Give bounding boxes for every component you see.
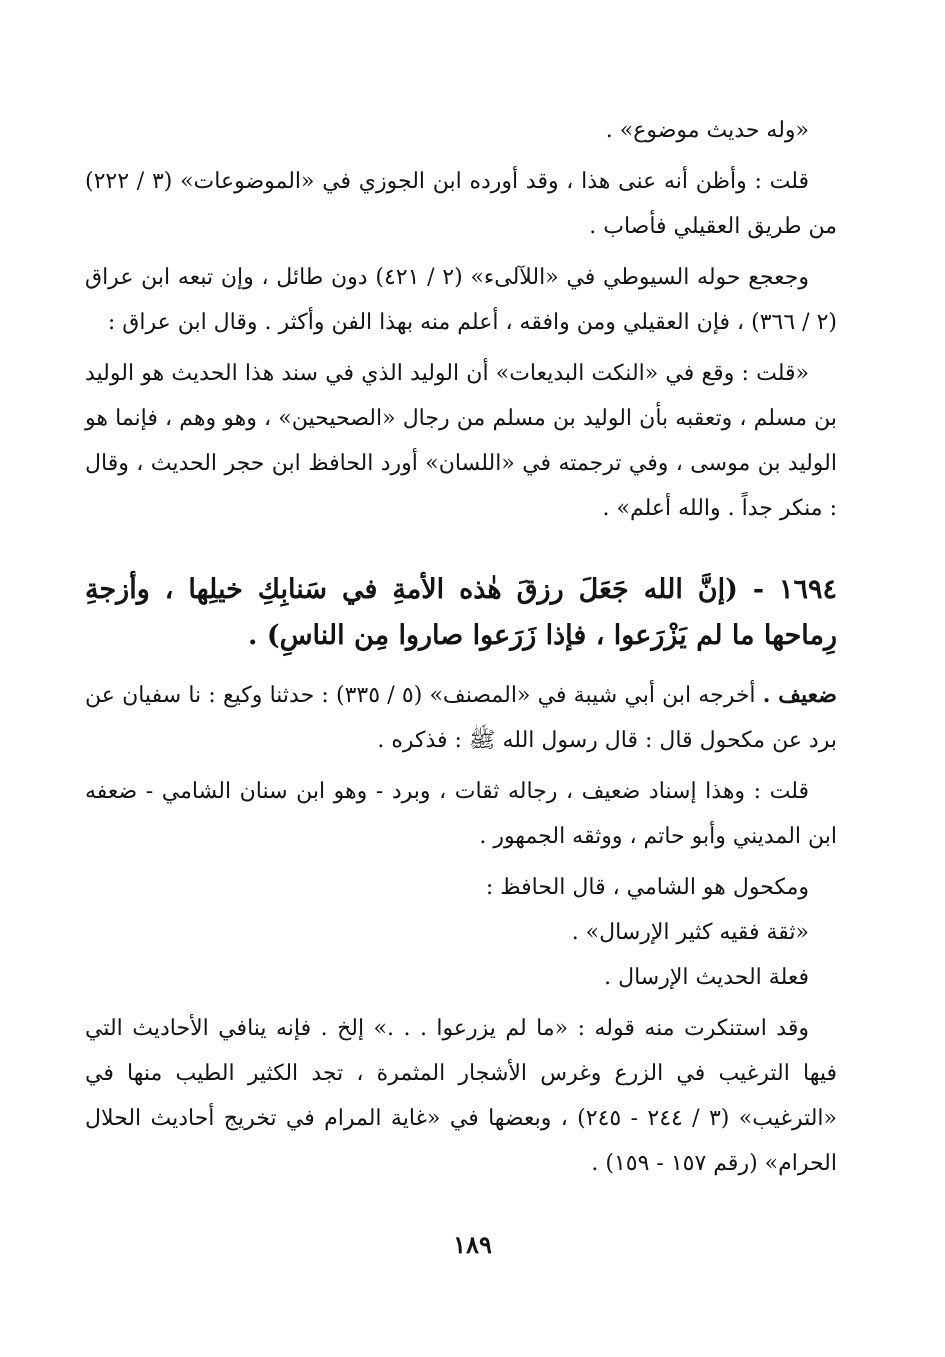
paragraph-ibn-araq-quote: «قلت : وقع في «النكت البديعات» أن الوليد الذي في سند هذا الحديث هو الوليد بن مسلم ، وتعقبه بأن الوليد بن مسلم من رجال «الصحيحين» ، وهو وهم ، فإنما هو الوليد بن موسى ، وفي ترجمته في «اللسان» أورد الحافظ ابن حجر الحديث ، وقال : منكر جداً . والله أعلم» . <box>85 361 837 521</box>
paragraph-quote-fabricated: «وله حديث موضوع» . <box>605 118 809 143</box>
paragraph-makhul: ومكحول هو الشامي ، قال الحافظ : <box>485 875 809 900</box>
paragraph-takhrij <box>85 673 837 763</box>
paragraph-ibn-jawzi: قلت : وأظن أنه عنى هذا ، وقد أورده ابن الجوزي في «الموضوعات» (٣ / ٢٢٢) من طريق العقيلي فأصاب . <box>85 169 837 239</box>
page-number: ١٨٩ <box>453 1230 492 1259</box>
hadith-entry <box>85 567 837 659</box>
hadith-text: ١٦٩٤ - (إنَّ الله جَعَلَ رزقَ هٰذه الأمةِ في سَنابِكِ خيلِها ، وأزجةِ رِماحها ما لم يَزْرَعوا ، فإذا زَرَعوا صاروا مِن الناسِ) . <box>85 574 837 651</box>
paragraph-illa: فعلة الحديث الإرسال . <box>604 965 809 990</box>
paragraph-takhrij-text: أخرجه ابن أبي شيبة في «المصنف» (٥ / ٣٣٥) : حدثنا وكيع : نا سفيان عن برد عن مكحول قال : قال رسول الله ﷺ : فذكره . <box>85 683 837 753</box>
paragraph-hafiz-quote: «ثقة فقيه كثير الإرسال» . <box>571 920 809 945</box>
paragraph-isnad-weak: قلت : وهذا إسناد ضعيف ، رجاله ثقات ، وبرد - وهو ابن سنان الشامي - ضعفه ابن المديني وأبو حاتم ، ووثقه الجمهور . <box>85 779 837 849</box>
page-body <box>85 108 837 1186</box>
hadith-grade: ضعيف . <box>762 682 837 708</box>
paragraph-suyuti: وجعجع حوله السيوطي في «اللآلىء» (٢ / ٤٢١) دون طائل ، وإن تبعه ابن عراق (٢ / ٣٦٦) ، فإن العقيلي ومن وافقه ، أعلم منه بهذا الفن وأكثر . وقال ابن عراق : <box>85 265 837 335</box>
paragraph-istinkar: وقد استنكرت منه قوله : «ما لم يزرعوا . . .» إلخ . فإنه ينافي الأحاديث التي فيها الترغيب في الزرع وغرس الأشجار المثمرة ، تجد الكثير الطيب منها في «الترغيب» (٣ / ٢٤٤ - ٢٤٥) ، وبعضها في «غاية المرام في تخريج أحاديث الحلال الحرام» (رقم ١٥٧ - ١٥٩) . <box>85 1016 837 1176</box>
